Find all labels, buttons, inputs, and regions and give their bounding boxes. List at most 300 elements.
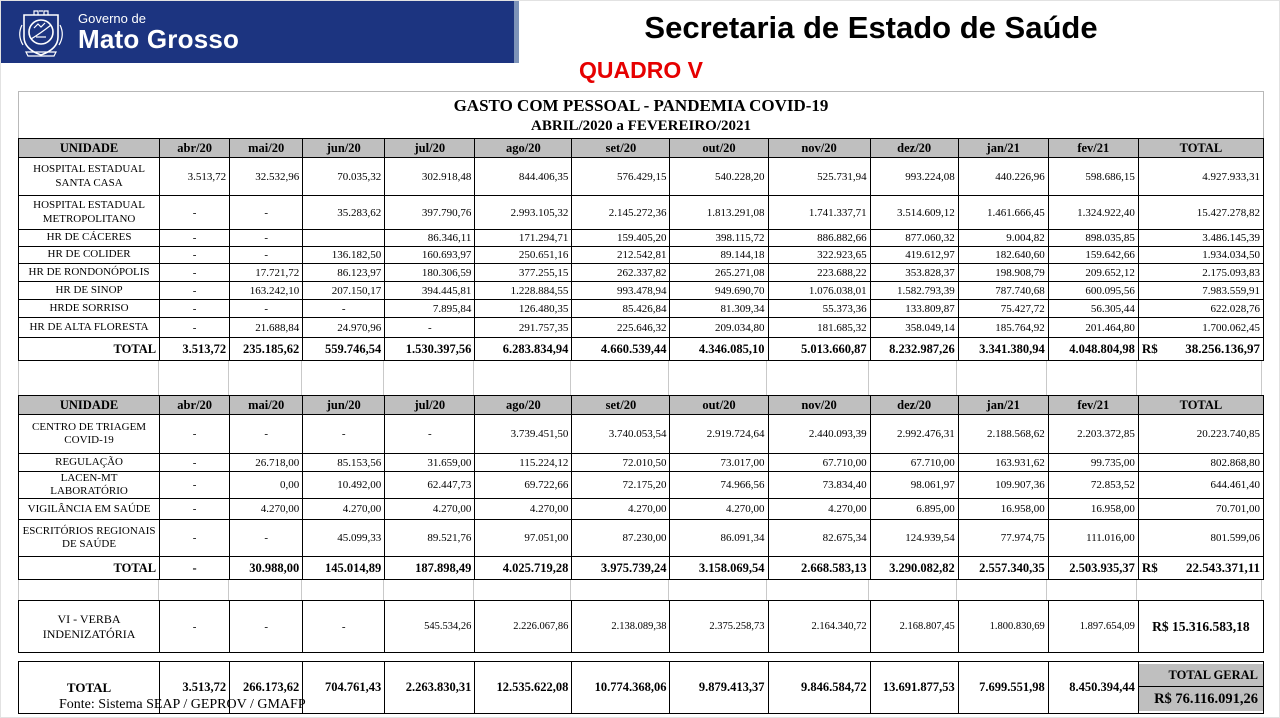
- value-cell: 540.228,20: [670, 158, 768, 196]
- value-cell: 62.447,73: [385, 472, 475, 499]
- grand-total: [1142, 341, 1260, 357]
- value-cell: 2.992.476,31: [870, 415, 958, 454]
- verba-indenizatoria-table: [18, 600, 1264, 653]
- empty-value-cell: -: [160, 454, 230, 472]
- value-cell: 35.283,62: [303, 196, 385, 230]
- report-title-line1: GASTO COM PESSOAL - PANDEMIA COVID-19: [453, 96, 829, 115]
- value-cell: 3.290.082,82: [870, 557, 958, 580]
- value-cell: 67.710,00: [768, 454, 870, 472]
- value-cell: 4.270,00: [303, 499, 385, 520]
- total-geral-label: TOTAL GERAL: [1139, 664, 1263, 687]
- gridline-stub: [302, 361, 384, 395]
- currency-symbol: R$: [1141, 341, 1158, 356]
- gridline-stub: [384, 361, 474, 395]
- verba-indenizatoria-row: [19, 601, 1264, 653]
- column-header: dez/20: [870, 139, 958, 158]
- column-header: fev/21: [1048, 396, 1138, 415]
- value-cell: 4.048.804,98: [1048, 338, 1138, 361]
- value-cell: 3.739.451,50: [475, 415, 572, 454]
- value-cell: 75.427,72: [958, 300, 1048, 318]
- table-row: [19, 415, 1264, 454]
- value-cell: 4.270,00: [230, 499, 303, 520]
- row-grand-total: R$ 15.316.583,18: [1138, 601, 1263, 653]
- table-row: [19, 196, 1264, 230]
- value-cell: 163.931,62: [958, 454, 1048, 472]
- value-cell: 159.642,66: [1048, 247, 1138, 264]
- value-cell: 1.324.922,40: [1048, 196, 1138, 230]
- value-cell: 2.203.372,85: [1048, 415, 1138, 454]
- grand-total-value: 22.543.371,11: [1185, 560, 1260, 576]
- column-header: fev/21: [1048, 139, 1138, 158]
- column-header: ago/20: [475, 139, 572, 158]
- value-cell: 159.405,20: [572, 230, 670, 247]
- value-cell: 17.721,72: [230, 264, 303, 282]
- value-cell: 74.966,56: [670, 472, 768, 499]
- column-header-unit: UNIDADE: [19, 396, 160, 415]
- gridline-stub: [159, 361, 229, 395]
- value-cell: 1.741.337,71: [768, 196, 870, 230]
- column-header: jul/20: [385, 396, 475, 415]
- value-cell: 1.076.038,01: [768, 282, 870, 300]
- table-row: [19, 230, 1264, 247]
- value-cell: 3.341.380,94: [958, 338, 1048, 361]
- grand-total-value: 38.256.136,97: [1185, 341, 1260, 356]
- value-cell: 4.927.933,31: [1138, 158, 1263, 196]
- value-cell: 4.025.719,28: [475, 557, 572, 580]
- value-cell: 266.173,62: [230, 662, 303, 714]
- value-cell: 3.513,72: [160, 662, 230, 714]
- value-cell: 85.153,56: [303, 454, 385, 472]
- gridline-stub: [1047, 361, 1137, 395]
- column-header: nov/20: [768, 396, 870, 415]
- value-cell: 16.958,00: [958, 499, 1048, 520]
- banner-edge-strip: [514, 1, 519, 63]
- column-header: TOTAL: [1138, 139, 1263, 158]
- government-banner: [1, 1, 519, 63]
- table-gap: [18, 580, 1264, 600]
- value-cell: 4.270,00: [572, 499, 670, 520]
- value-cell: 5.013.660,87: [768, 338, 870, 361]
- value-cell: 145.014,89: [303, 557, 385, 580]
- value-cell: 8.450.394,44: [1048, 662, 1138, 714]
- table-row: [19, 300, 1264, 318]
- value-cell: 86.123,97: [303, 264, 385, 282]
- value-cell: 187.898,49: [385, 557, 475, 580]
- column-header: jan/21: [958, 396, 1048, 415]
- gridline-stub: [18, 580, 159, 600]
- empty-value-cell: -: [385, 415, 475, 454]
- empty-value-cell: -: [160, 318, 230, 338]
- value-cell: 2.138.089,38: [572, 601, 670, 653]
- mato-grosso-coat-of-arms-icon: [14, 5, 68, 59]
- column-header-unit: UNIDADE: [19, 139, 160, 158]
- value-cell: 250.651,16: [475, 247, 572, 264]
- unit-label: VIGILÂNCIA EM SAÚDE: [19, 499, 160, 520]
- value-cell: 600.095,56: [1048, 282, 1138, 300]
- unit-label: VI - VERBA INDENIZATÓRIA: [19, 601, 160, 653]
- table-row: [19, 499, 1264, 520]
- value-cell: 3.975.739,24: [572, 557, 670, 580]
- value-cell: 98.061,97: [870, 472, 958, 499]
- value-cell: 97.051,00: [475, 520, 572, 557]
- value-cell: 136.182,50: [303, 247, 385, 264]
- gridline-stub: [474, 580, 571, 600]
- value-cell: 2.263.830,31: [385, 662, 475, 714]
- unit-label: HR DE ALTA FLORESTA: [19, 318, 160, 338]
- value-cell: 9.879.413,37: [670, 662, 768, 714]
- empty-value-cell: -: [160, 282, 230, 300]
- unit-label: HR DE COLIDER: [19, 247, 160, 264]
- value-cell: 0,00: [230, 472, 303, 499]
- value-cell: 207.150,17: [303, 282, 385, 300]
- column-header: jul/20: [385, 139, 475, 158]
- column-header: jan/21: [958, 139, 1048, 158]
- value-cell: 545.534,26: [385, 601, 475, 653]
- empty-value-cell: -: [160, 230, 230, 247]
- gridline-stub: [474, 361, 571, 395]
- value-cell: 559.746,54: [303, 338, 385, 361]
- gridline-stub: [957, 361, 1047, 395]
- table-row: [19, 318, 1264, 338]
- empty-value-cell: -: [160, 520, 230, 557]
- empty-value-cell: -: [160, 601, 230, 653]
- value-cell: 85.426,84: [572, 300, 670, 318]
- column-header: abr/20: [160, 139, 230, 158]
- column-header: mai/20: [230, 139, 303, 158]
- empty-value-cell: -: [230, 196, 303, 230]
- unit-label: CENTRO DE TRIAGEM COVID-19: [19, 415, 160, 454]
- value-cell: 77.974,75: [958, 520, 1048, 557]
- value-cell: 70.701,00: [1138, 499, 1263, 520]
- banner-pretitle: Governo de: [78, 11, 146, 26]
- quadro-label: QUADRO V: [579, 57, 703, 83]
- gridline-stub: [869, 361, 957, 395]
- value-cell: 2.668.583,13: [768, 557, 870, 580]
- value-cell: 126.480,35: [475, 300, 572, 318]
- value-cell: 2.168.807,45: [870, 601, 958, 653]
- value-cell: 30.988,00: [230, 557, 303, 580]
- banner-text: [78, 11, 239, 53]
- table-gap: [18, 653, 1264, 661]
- empty-value-cell: -: [160, 300, 230, 318]
- value-cell: 180.306,59: [385, 264, 475, 282]
- value-cell: 302.918,48: [385, 158, 475, 196]
- unit-label: HOSPITAL ESTADUAL METROPOLITANO: [19, 196, 160, 230]
- value-cell: 209.652,12: [1048, 264, 1138, 282]
- value-cell: 45.099,33: [303, 520, 385, 557]
- value-cell: 15.427.278,82: [1138, 196, 1263, 230]
- value-cell: 69.722,66: [475, 472, 572, 499]
- value-cell: 398.115,72: [670, 230, 768, 247]
- gridline-stub: [571, 580, 669, 600]
- value-cell: 21.688,84: [230, 318, 303, 338]
- gridline-stub: [229, 580, 302, 600]
- header-row: [19, 396, 1264, 415]
- value-cell: 576.429,15: [572, 158, 670, 196]
- value-cell: 185.764,92: [958, 318, 1048, 338]
- value-cell: 898.035,85: [1048, 230, 1138, 247]
- value-cell: 886.882,66: [768, 230, 870, 247]
- value-cell: 377.255,15: [475, 264, 572, 282]
- value-cell: 212.542,81: [572, 247, 670, 264]
- gridline-stub: [159, 580, 229, 600]
- value-cell: 10.492,00: [303, 472, 385, 499]
- value-cell: 225.646,32: [572, 318, 670, 338]
- value-cell: 16.958,00: [1048, 499, 1138, 520]
- table-row: [19, 520, 1264, 557]
- gridline-stub: [869, 580, 957, 600]
- value-cell: 171.294,71: [475, 230, 572, 247]
- value-cell: 1.813.291,08: [670, 196, 768, 230]
- empty-value-cell: -: [230, 300, 303, 318]
- value-cell: 32.532,96: [230, 158, 303, 196]
- value-cell: 397.790,76: [385, 196, 475, 230]
- total-row: [19, 338, 1264, 361]
- empty-value-cell: -: [230, 247, 303, 264]
- table-row: [19, 472, 1264, 499]
- value-cell: 525.731,94: [768, 158, 870, 196]
- value-cell: 160.693,97: [385, 247, 475, 264]
- empty-value-cell: -: [303, 415, 385, 454]
- page-title: Secretaria de Estado de Saúde: [644, 10, 1098, 45]
- table-row: [19, 264, 1264, 282]
- value-cell: 13.691.877,53: [870, 662, 958, 714]
- value-cell: 67.710,00: [870, 454, 958, 472]
- value-cell: 70.035,32: [303, 158, 385, 196]
- value-cell: 133.809,87: [870, 300, 958, 318]
- report-title-line2: ABRIL/2020 a FEVEREIRO/2021: [530, 118, 752, 134]
- empty-value-cell: -: [160, 264, 230, 282]
- value-cell: 7.983.559,91: [1138, 282, 1263, 300]
- total-label: TOTAL: [19, 557, 160, 580]
- value-cell: 8.232.987,26: [870, 338, 958, 361]
- empty-value-cell: -: [303, 300, 385, 318]
- empty-value-cell: -: [230, 415, 303, 454]
- value-cell: 163.242,10: [230, 282, 303, 300]
- table-row: [19, 454, 1264, 472]
- value-cell: 9.004,82: [958, 230, 1048, 247]
- value-cell: 394.445,81: [385, 282, 475, 300]
- value-cell: 124.939,54: [870, 520, 958, 557]
- unit-label: REGULAÇÃO: [19, 454, 160, 472]
- value-cell: 182.640,60: [958, 247, 1048, 264]
- value-cell: 4.660.539,44: [572, 338, 670, 361]
- empty-value-cell: -: [160, 499, 230, 520]
- column-header: dez/20: [870, 396, 958, 415]
- value-cell: 3.486.145,39: [1138, 230, 1263, 247]
- value-cell: 223.688,22: [768, 264, 870, 282]
- empty-value-cell: -: [230, 230, 303, 247]
- column-header: set/20: [572, 396, 670, 415]
- value-cell: 2.557.340,35: [958, 557, 1048, 580]
- value-cell: 7.699.551,98: [958, 662, 1048, 714]
- value-cell: 99.735,00: [1048, 454, 1138, 472]
- gridline-stub: [18, 361, 159, 395]
- column-header: set/20: [572, 139, 670, 158]
- value-cell: 56.305,44: [1048, 300, 1138, 318]
- value-cell: 12.535.622,08: [475, 662, 572, 714]
- value-cell: 86.346,11: [385, 230, 475, 247]
- value-cell: 419.612,97: [870, 247, 958, 264]
- value-cell: 89.521,76: [385, 520, 475, 557]
- value-cell: 802.868,80: [1138, 454, 1263, 472]
- value-cell: 31.659,00: [385, 454, 475, 472]
- row-grand-total: [1138, 557, 1263, 580]
- value-cell: 4.270,00: [385, 499, 475, 520]
- column-header: out/20: [670, 396, 768, 415]
- source-note: Fonte: Sistema SEAP / GEPROV / GMAFP: [59, 697, 306, 712]
- value-cell: 10.774.368,06: [572, 662, 670, 714]
- row-grand-total: [1138, 338, 1263, 361]
- unit-label: HR DE SINOP: [19, 282, 160, 300]
- value-cell: 353.828,37: [870, 264, 958, 282]
- value-cell: 949.690,70: [670, 282, 768, 300]
- gridline-stub: [767, 580, 869, 600]
- hospitals-expenses-table: [18, 138, 1264, 361]
- header-row: [19, 139, 1264, 158]
- currency-symbol: R$: [1141, 560, 1158, 576]
- value-cell: 72.175,20: [572, 472, 670, 499]
- value-cell: 262.337,82: [572, 264, 670, 282]
- value-cell: 1.461.666,45: [958, 196, 1048, 230]
- column-header: nov/20: [768, 139, 870, 158]
- value-cell: 115.224,12: [475, 454, 572, 472]
- report: [18, 91, 1264, 714]
- gridline-stub: [669, 580, 767, 600]
- value-cell: 2.145.272,36: [572, 196, 670, 230]
- empty-value-cell: -: [230, 601, 303, 653]
- value-cell: 6.283.834,94: [475, 338, 572, 361]
- value-cell: 1.530.397,56: [385, 338, 475, 361]
- value-cell: 358.049,14: [870, 318, 958, 338]
- value-cell: 7.895,84: [385, 300, 475, 318]
- total-label: TOTAL: [19, 338, 160, 361]
- value-cell: 3.513,72: [160, 338, 230, 361]
- value-cell: 4.346.085,10: [670, 338, 768, 361]
- value-cell: 2.164.340,72: [768, 601, 870, 653]
- value-cell: 86.091,34: [670, 520, 768, 557]
- unit-label: HR DE RONDONÓPOLIS: [19, 264, 160, 282]
- value-cell: 89.144,18: [670, 247, 768, 264]
- gridline-stub: [229, 361, 302, 395]
- value-cell: 622.028,76: [1138, 300, 1263, 318]
- value-cell: 20.223.740,85: [1138, 415, 1263, 454]
- value-cell: 181.685,32: [768, 318, 870, 338]
- banner-title: Mato Grosso: [78, 24, 240, 54]
- empty-value-cell: -: [160, 472, 230, 499]
- value-cell: 2.188.568,62: [958, 415, 1048, 454]
- table-row: [19, 282, 1264, 300]
- empty-value-cell: -: [160, 415, 230, 454]
- report-title-box: [18, 91, 1264, 138]
- column-header: ago/20: [475, 396, 572, 415]
- value-cell: 3.158.069,54: [670, 557, 768, 580]
- value-cell: 55.373,36: [768, 300, 870, 318]
- value-cell: 82.675,34: [768, 520, 870, 557]
- empty-value-cell: -: [160, 557, 230, 580]
- gridline-stub: [384, 580, 474, 600]
- value-cell: 440.226,96: [958, 158, 1048, 196]
- value-cell: 109.907,36: [958, 472, 1048, 499]
- table-row: [19, 158, 1264, 196]
- value-cell: 993.224,08: [870, 158, 958, 196]
- value-cell: 1.800.830,69: [958, 601, 1048, 653]
- value-cell: 3.740.053,54: [572, 415, 670, 454]
- value-cell: 2.440.093,39: [768, 415, 870, 454]
- value-cell: 322.923,65: [768, 247, 870, 264]
- value-cell: 72.010,50: [572, 454, 670, 472]
- table-gap: [18, 361, 1264, 395]
- value-cell: 993.478,94: [572, 282, 670, 300]
- units-expenses-table: [18, 395, 1264, 580]
- empty-value-cell: -: [160, 247, 230, 264]
- unit-label: HRDE SORRISO: [19, 300, 160, 318]
- unit-label: HR DE CÁCERES: [19, 230, 160, 247]
- value-cell: 9.846.584,72: [768, 662, 870, 714]
- value-cell: 87.230,00: [572, 520, 670, 557]
- value-cell: 2.919.724,64: [670, 415, 768, 454]
- gridline-stub: [767, 361, 869, 395]
- value-cell: 3.514.609,12: [870, 196, 958, 230]
- unit-label: HOSPITAL ESTADUAL SANTA CASA: [19, 158, 160, 196]
- value-cell: 73.017,00: [670, 454, 768, 472]
- empty-value-cell: -: [303, 601, 385, 653]
- empty-value-cell: -: [385, 318, 475, 338]
- gridline-stub: [957, 580, 1047, 600]
- total-label: TOTAL: [19, 662, 160, 714]
- value-cell: 4.270,00: [768, 499, 870, 520]
- empty-value-cell: -: [230, 520, 303, 557]
- table-row: [19, 247, 1264, 264]
- value-cell: 2.993.105,32: [475, 196, 572, 230]
- value-cell: 644.461,40: [1138, 472, 1263, 499]
- value-cell: 3.513,72: [160, 158, 230, 196]
- gridline-stub: [1137, 361, 1262, 395]
- value-cell: 598.686,15: [1048, 158, 1138, 196]
- value-cell: 26.718,00: [230, 454, 303, 472]
- column-header: mai/20: [230, 396, 303, 415]
- value-cell: 2.503.935,37: [1048, 557, 1138, 580]
- blank-cell: [303, 230, 385, 247]
- gridline-stub: [302, 580, 384, 600]
- grand-total: [1142, 560, 1260, 576]
- value-cell: 1.582.793,39: [870, 282, 958, 300]
- unit-label: LACEN-MT LABORATÓRIO: [19, 472, 160, 499]
- value-cell: 198.908,79: [958, 264, 1048, 282]
- column-header: jun/20: [303, 139, 385, 158]
- value-cell: 4.270,00: [475, 499, 572, 520]
- value-cell: 1.700.062,45: [1138, 318, 1263, 338]
- value-cell: 81.309,34: [670, 300, 768, 318]
- column-header: abr/20: [160, 396, 230, 415]
- value-cell: 209.034,80: [670, 318, 768, 338]
- value-cell: 801.599,06: [1138, 520, 1263, 557]
- value-cell: 787.740,68: [958, 282, 1048, 300]
- gridline-stub: [1047, 580, 1137, 600]
- unit-label: ESCRITÓRIOS REGIONAIS DE SAÚDE: [19, 520, 160, 557]
- value-cell: 201.464,80: [1048, 318, 1138, 338]
- gridline-stub: [1137, 580, 1262, 600]
- gridline-stub: [571, 361, 669, 395]
- column-header: out/20: [670, 139, 768, 158]
- value-cell: 2.226.067,86: [475, 601, 572, 653]
- value-cell: 2.175.093,83: [1138, 264, 1263, 282]
- value-cell: 235.185,62: [230, 338, 303, 361]
- total-geral-cell: [1138, 662, 1263, 714]
- value-cell: 6.895,00: [870, 499, 958, 520]
- value-cell: 4.270,00: [670, 499, 768, 520]
- value-cell: 1.897.654,09: [1048, 601, 1138, 653]
